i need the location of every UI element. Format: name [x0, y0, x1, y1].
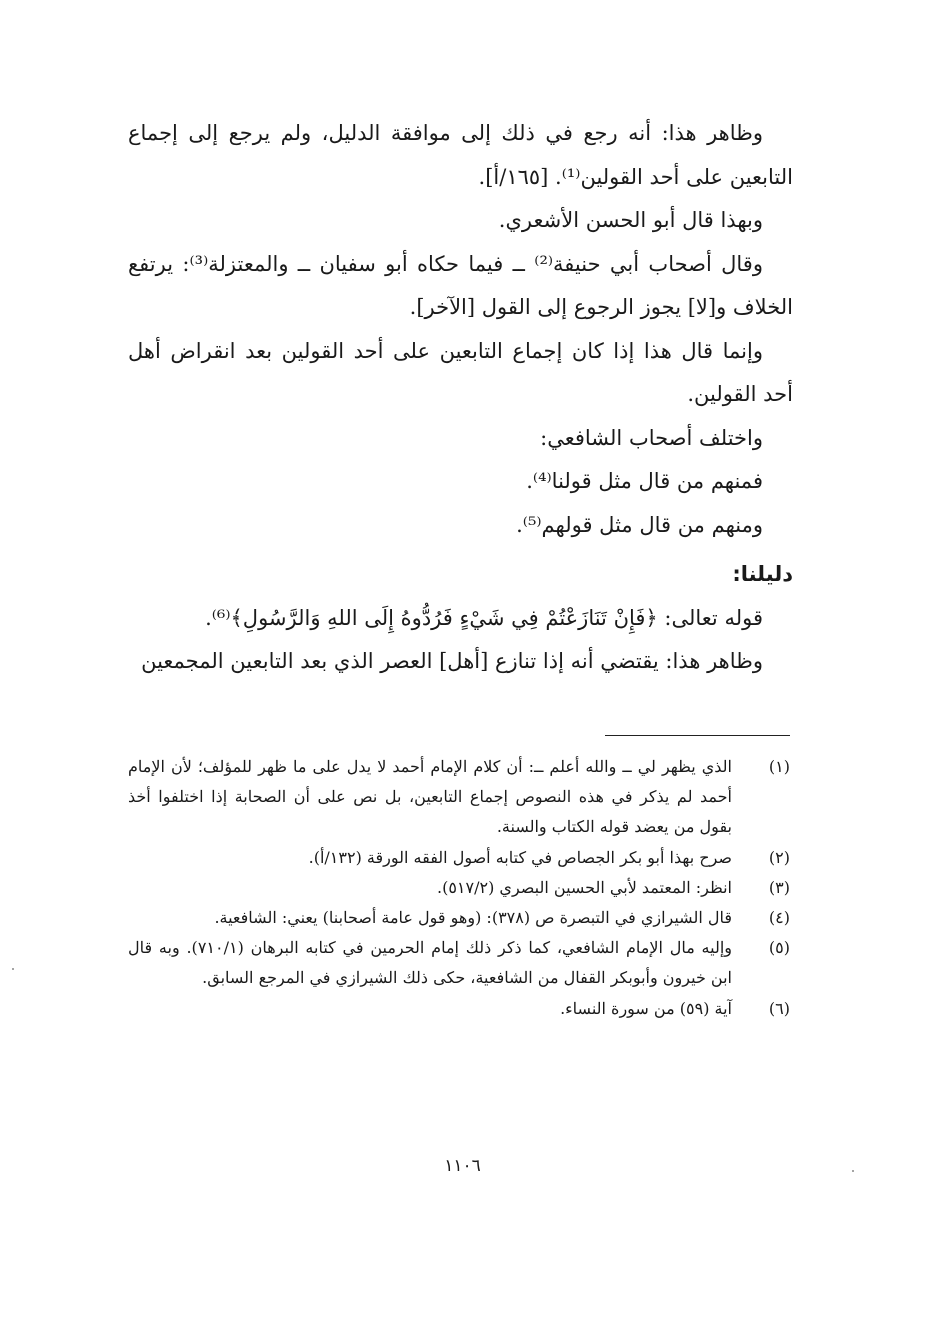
footnote-number: (٢)	[768, 847, 790, 867]
scan-speck	[12, 968, 14, 970]
paragraph-9: وظاهر هذا: يقتضي أنه إذا تنازع [أهل] العصر الذي بعد التابعين المجمعين	[141, 649, 763, 673]
paragraph-3: وقال أصحاب أبي حنيفة⁽²⁾ ــ فيما حكاه أبو سفيان ــ والمعتزلة⁽³⁾: يرتفع الخلاف و[لا] يجوز الرجوع إلى القول [الآخر].	[128, 251, 793, 319]
paragraph-2: وبهذا قال أبو الحسن الأشعري.	[498, 208, 763, 232]
page-number: ١١٠٦	[444, 1156, 481, 1176]
footnote-text: صرح بهذا أبو بكر الجصاص في كتابه أصول الفقه الورقة (١٣٢/أ).	[308, 847, 732, 867]
paragraph-1: وظاهر هذا: أنه رجع في ذلك إلى موافقة الدليل، ولم يرجع إلى إجماع التابعين على أحد القولين⁽¹⁾. [١٦٥/أ].	[128, 121, 793, 189]
main-text	[128, 112, 793, 684]
paragraph-6: فمنهم من قال مثل قولنا⁽⁴⁾.	[526, 469, 763, 493]
footnote-item	[128, 843, 790, 873]
scan-speck	[852, 1170, 854, 1172]
footnote-number: (٥)	[768, 938, 790, 958]
paragraph-8: قوله تعالى: ﴿فَإِنْ تَنَازَعْتُمْ فِي شَيْءٍ فَرُدُّوهُ إِلَى اللهِ وَالرَّسُولِ﴾⁽⁶⁾.	[205, 605, 763, 630]
footnote-text: آية (٥٩) من سورة النساء.	[560, 998, 732, 1018]
footnote-text: انظر: المعتمد لأبي الحسين البصري (٥١٧/٢).	[437, 877, 732, 897]
footnote-number: (١)	[768, 757, 790, 776]
paragraph-5: واختلف أصحاب الشافعي:	[540, 425, 763, 450]
footnote-item	[128, 994, 790, 1024]
section-heading: دليلنا:	[732, 562, 793, 586]
footnote-item	[128, 873, 790, 903]
footnote-item	[128, 752, 790, 843]
footnote-number: (٣)	[768, 877, 790, 897]
footnote-number: (٤)	[768, 908, 790, 928]
footnote-text: وإليه مال الإمام الشافعي، كما ذكر ذلك إمام الحرمين في كتابه البرهان (٧١٠/١). وبه قال ابن خيرون وأبوبكر القفال من الشافعية، حكى ذلك الشيرازي في المرجع السابق.	[128, 938, 733, 988]
footnotes	[128, 752, 790, 1024]
paragraph-4: وإنما قال هذا إذا كان إجماع التابعين على أحد القولين بعد انقراض أهل أحد القولين.	[128, 338, 793, 406]
footnote-text: الذي يظهر لي ــ والله أعلم ــ: أن كلام الإمام أحمد لا يدل على ما ظهر للمؤلف؛ لأن الإمام أحمد لم يذكر في هذه النصوص إجماع التابعين، بل نص على أن الصحابة إذا اختلفوا أخذ بقول من يعضد قوله الكتاب والسنة.	[128, 757, 733, 837]
footnote-item	[128, 933, 790, 993]
footnote-text: قال الشيرازي في التبصرة ص (٣٧٨): (وهو قول عامة أصحابنا) يعني: الشافعية.	[214, 908, 732, 928]
footnote-divider	[605, 735, 790, 736]
paragraph-7: ومنهم من قال مثل قولهم⁽⁵⁾.	[516, 512, 763, 537]
footnote-item	[128, 903, 790, 933]
footnote-number: (٦)	[768, 998, 790, 1018]
